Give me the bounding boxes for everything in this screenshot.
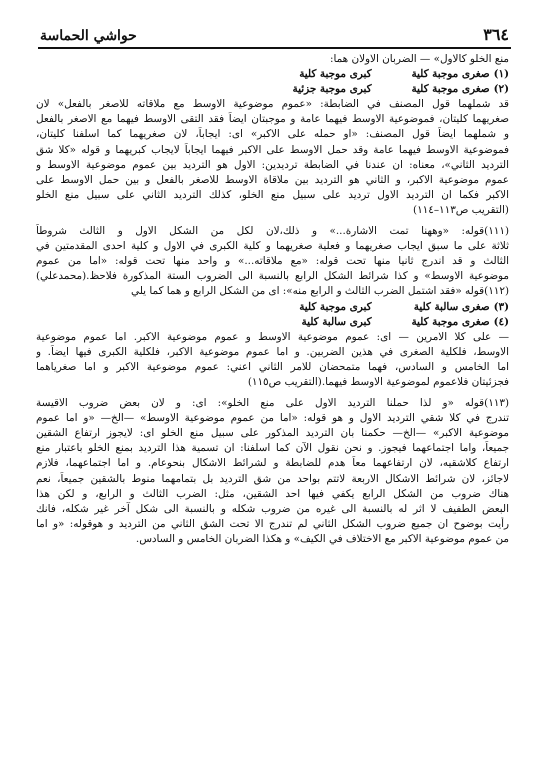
premise-number: (٤) [493, 315, 509, 328]
premise-row [36, 300, 509, 315]
major-premise: كبرى موجبة كلية [299, 300, 372, 313]
major-premise: كبرى موجبة جزئية [292, 83, 372, 96]
page-body [36, 52, 509, 547]
text-line: الاوسط، فلكلية الصغرى في هذين الضربين. و اما عموم موضوعية الاكبر، فلكلية الكبرى فيها ايضاً. و [36, 345, 509, 358]
premise-table-2 [36, 300, 509, 330]
text-line: تندرج في كلا شقي الترديد الاول و هو قوله: «اما من عموم موضوعية الاوسط» —الخ— «و اما عموم [36, 412, 509, 425]
text-line: (١١٣)قوله «و لذا حملنا الترديد الاول على منع الخلو»: اى: و لان بعض ضروب الاقيسة [36, 397, 509, 410]
text-line: فجزئيتان فلاعموم لموضوعية الاوسط فيهما.(التقريب ص١١٥) [247, 375, 509, 388]
header-rule [38, 47, 511, 49]
premise-row [36, 67, 509, 82]
text-line: صغريهما كليتان، فموضوعية الاوسط فيهما عامة و موجبتان ايضاً فقد التقى الاوسط فيهما مع الاصغر بالفعل [36, 113, 509, 126]
intro-line [36, 52, 509, 67]
text-line: (١١٢)قوله «فقد اشتمل الضرب الثالث و الرابع منه»: اى من الشكل الرابع و هما كما يلي [131, 285, 509, 298]
text-line: موضوعية الاكبر» —الخ— حكمنا بان الترديد المذكور على سبيل منع الخلو اى: لايجوز ارتفاع الشقين [36, 427, 509, 440]
text-line: جميعاً، واما اجتماعهما فيجوز. و نحن نقول الآن كما اسلفنا: ان تسمية هذا الترديد بمنع الخلو باعتبار منع [36, 442, 509, 455]
text-line: (التقريب ص١١٣–١١٤) [413, 203, 509, 216]
text-line: — على كلا الامرين — اى: عموم موضوعية الاوسط و عموم موضوعية الاكبر. اما عموم موضوعية [36, 330, 509, 343]
note-111-112 [36, 224, 509, 299]
premise-row [36, 315, 509, 330]
text-line: منع الخلو كالاول» — الضربان الاولان هما: [330, 53, 509, 65]
text-line: هناك ضروب من الشكل الرابع يكفي فيها احد الشقين، مثل: الضرب الثالث و الرابع، و لكن هذا [36, 487, 509, 500]
major-premise: كبرى موجبة كلية [299, 68, 372, 81]
premise-number: (١) [493, 68, 509, 81]
page-number: ٣٦٤ [483, 25, 509, 44]
paragraph-kila-al-amrayn [36, 330, 509, 390]
page-header [40, 22, 509, 44]
text-line: (١١١)قوله: «وههنا تمت الاشارة...» و ذلك،لان لكل من الشكل الاول و الثالث شروطاً [36, 225, 509, 238]
minor-premise: صغرى موجبة كلية [411, 83, 490, 96]
major-premise: كبرى سالبة كلية [301, 315, 372, 328]
text-line: قد شملهما قول المصنف في الضابطة: «عموم موضوعية الاوسط مع ملاقاته للاصغر بالفعل» لان [36, 98, 509, 111]
premise-row [36, 82, 509, 97]
text-line: الثالث و قد اندرج ثانيا منها تحت قوله: «مع ملاقاته...» و واحد منها تحت قوله: «اما من عموم [36, 255, 509, 268]
text-line: الاكبر فكما ان الترديد الاول ترديد على سبيل منع الخلو، كذلك الترديد الثاني على سبيل منع الخلو [36, 188, 509, 201]
running-title: حواشي الحماسة [40, 28, 137, 44]
minor-premise: صغرى موجبة كلية [411, 315, 490, 328]
text-line: ارتفاع كلاشقيه، لان ارتفاعهما معاً هدم للضابطة و لشرائط الاشكال بنحوعام. و اما اجتماعهما، فلازم [36, 457, 509, 470]
paragraph-shamilahuma [36, 97, 509, 218]
text-line: من عموم موضوعية الاكبر مع الاختلاف في الكيف» و هكذا الضربان الخامس و السادس. [135, 532, 509, 545]
minor-premise: صغرى سالبة كلية [413, 300, 490, 313]
text-line: اما الخامس و السادس، فهما متمحضان للامر الثاني اعني: عموم موضوعية الاكبر و اما صغرياهما [36, 360, 509, 373]
text-line: فموضوعية الاوسط فيهما عامة وقد حمل الاوسط على الاكبر فيهما ايجاباً لايجاب كبريهما و قوله «كلا شق [36, 143, 509, 156]
text-line: موضوعية الاوسط» و كذا شرائط الشكل الرابع بالنسبة الى الضروب الستة المذكورة فلاحظ.(محمدعلي) [36, 270, 509, 283]
text-line: عموم موضوعية الاكبر، و الثاني هو الترديد بين ملاقاة الاوسط للاصغر بالفعل و بين حمل الاوسط على [36, 173, 509, 186]
text-line: الترديد الثاني»، معناه: ان عندنا في الضابطة ترديدين: الاول هو الترديد بين عموم موضوعية الاوسط و [36, 158, 509, 171]
text-line: لاجائز، لان شرائط الاشكال الاربعة لاتتم بواحد من شق الترديد بل بتمامهما منوط بالشقين جميعاً، نعم [36, 472, 509, 485]
text-line: ثلاثة على ما سبق ايجاب صغريهما و فعلية صغريهما و كلية الكبرى في الاول و كلية احدى المقدمتين في [36, 240, 509, 253]
premise-table-1 [36, 67, 509, 97]
text-line: و شملهما ايضاً قول المصنف: «او حمله على الاكبر» اى: ايجاباً، لان صغريهما كما اسلفنا كليتان، [36, 128, 509, 141]
premise-number: (٣) [493, 300, 509, 313]
premise-number: (٢) [493, 83, 509, 96]
text-line: البعض الطفيف لا اثر له بالنسبة الى غيره من ضروب شكله و بالنسبة الى شكل آخر غير شكله، فانك [36, 502, 509, 515]
minor-premise: صغرى موجبة كلية [411, 68, 490, 81]
text-line: رأيت بوضوح ان جميع ضروب الشكل الثاني لم تندرج الا تحت الشق الثاني من الترديد و هوقوله: «و اما [36, 517, 509, 530]
note-113 [36, 396, 509, 547]
